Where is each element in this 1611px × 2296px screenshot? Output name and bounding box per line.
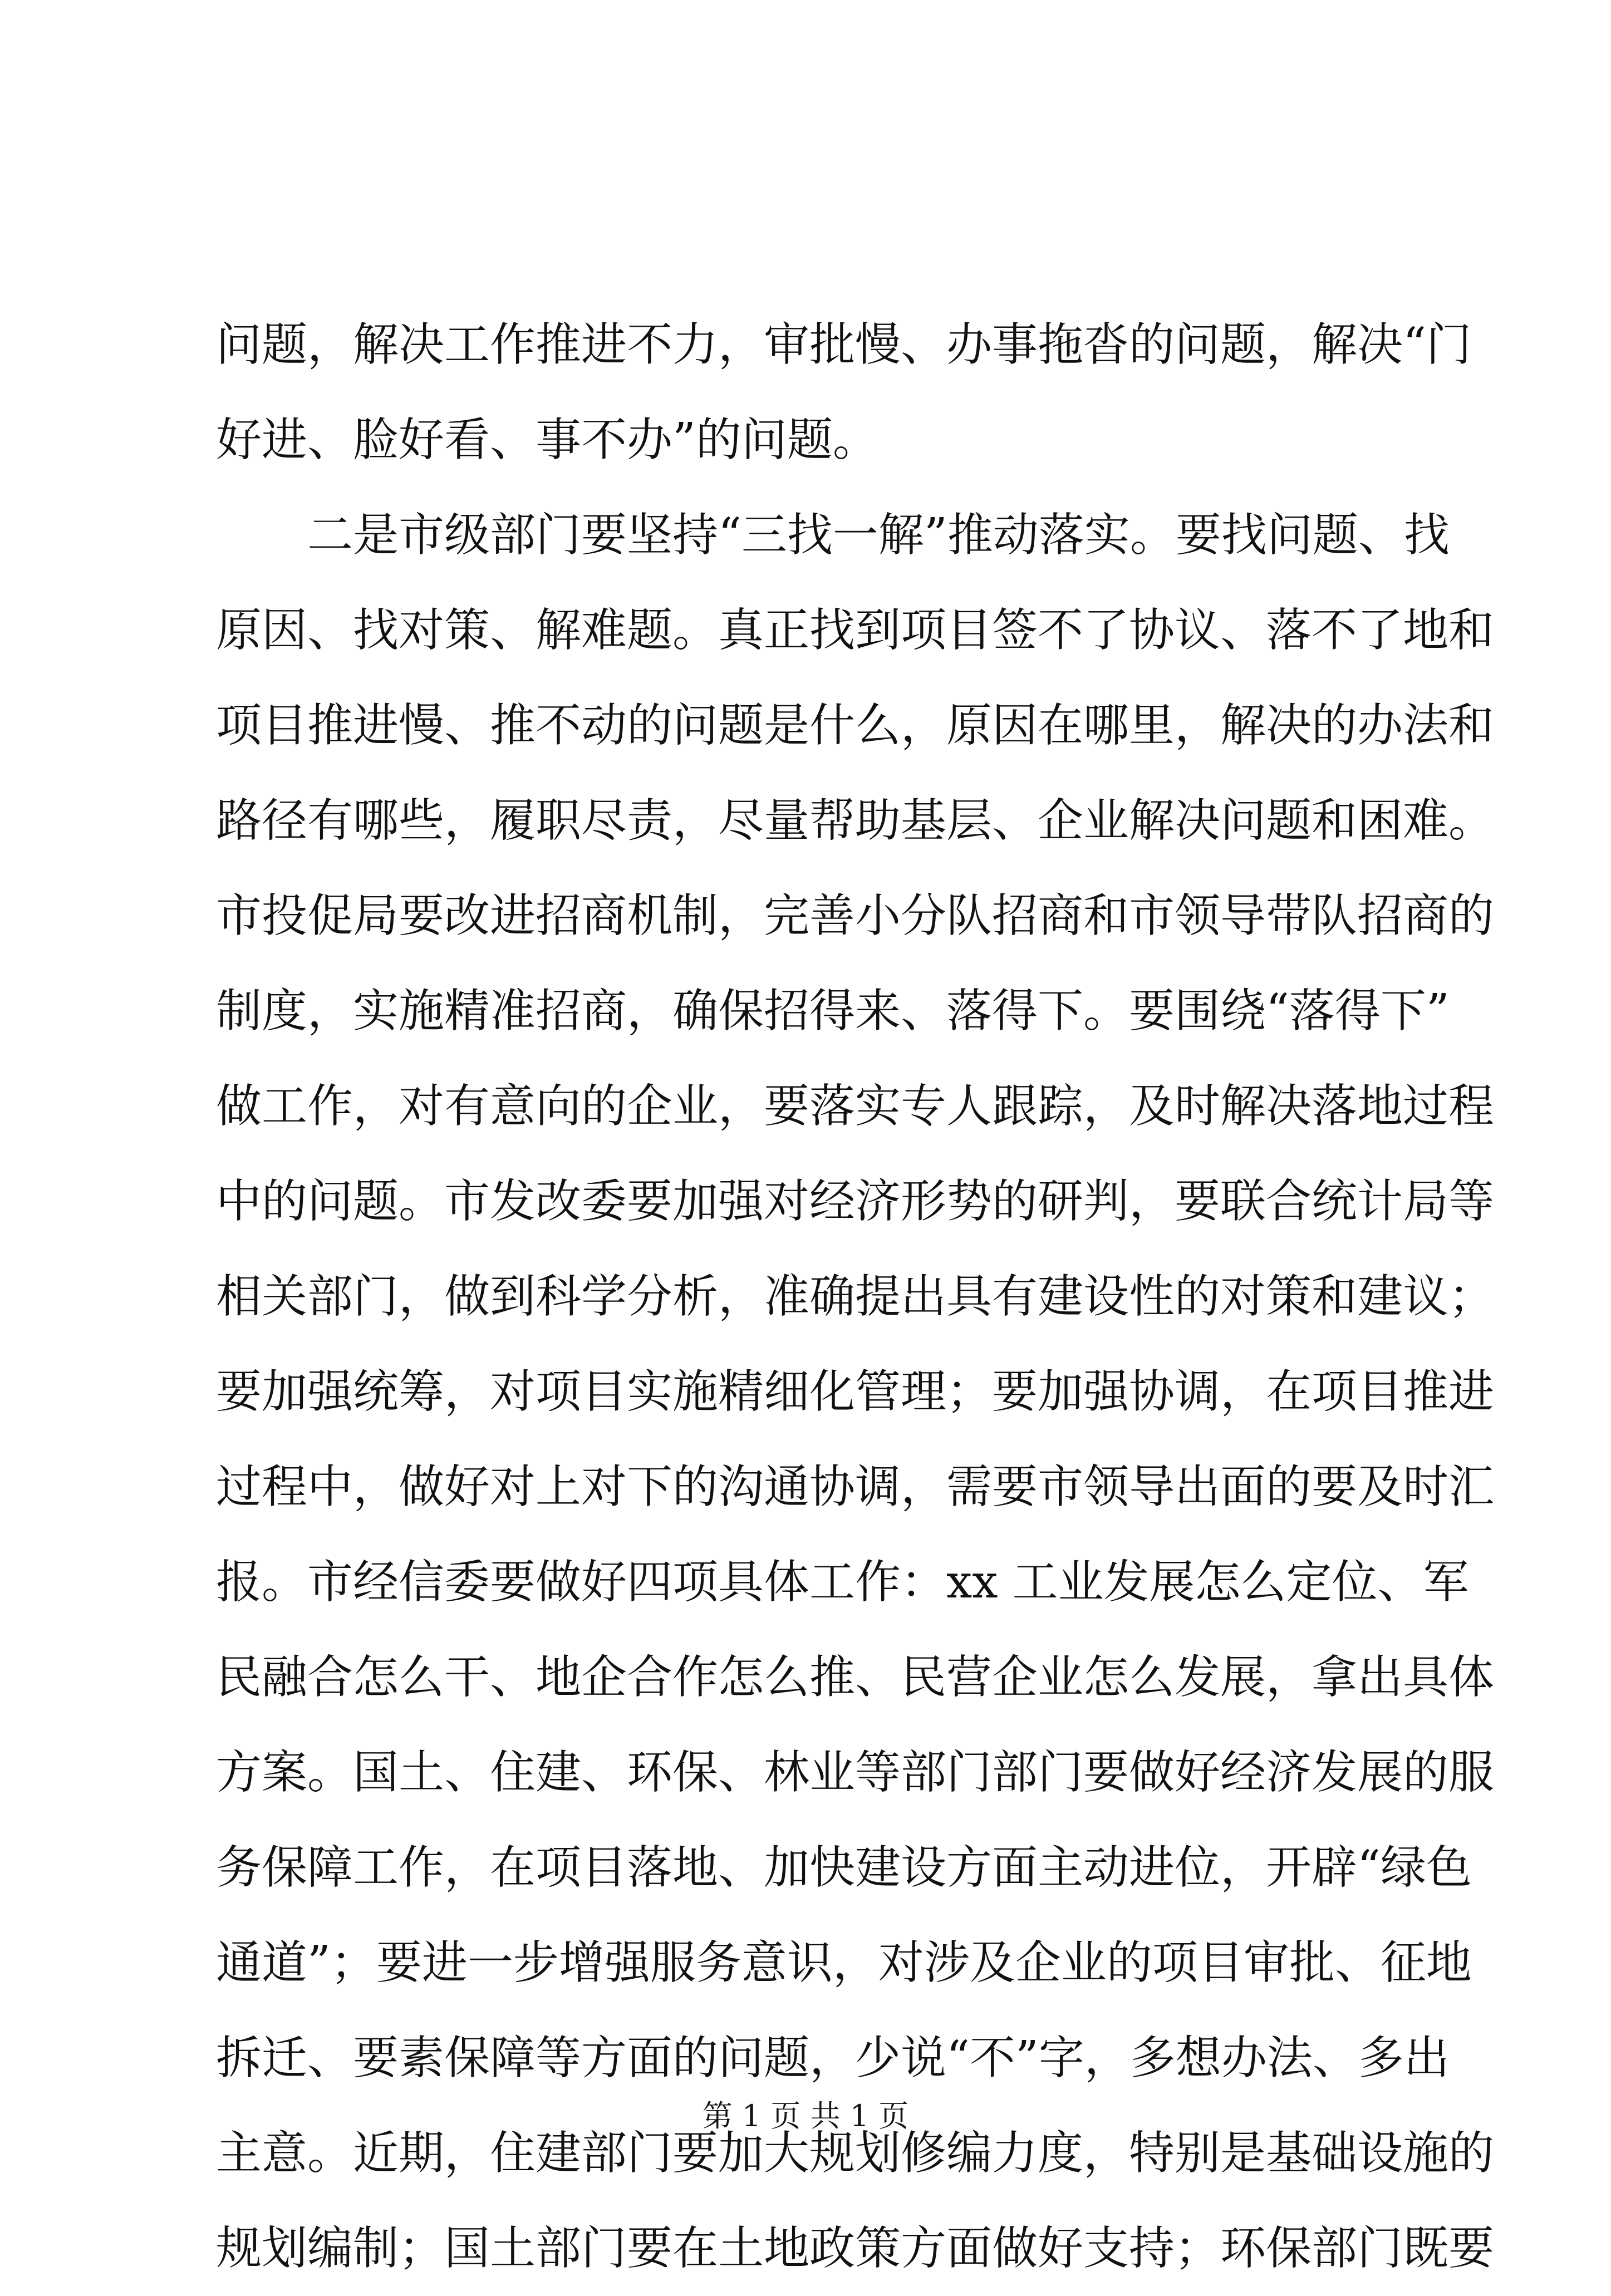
text-line-11: 相关部门，做到科学分析，准确提出具有建设性的对策和建议； (216, 1270, 1495, 1323)
page-footer (0, 2094, 1611, 2138)
text-line-6: 路径有哪些，履职尽责，尽量帮助基层、企业解决问题和困难。 (216, 794, 1495, 847)
text-line-20: 主意。近期，住建部门要加大规划修编力度，特别是基础设施的 (216, 2127, 1495, 2180)
text-line-8: 制度，实施精准招商，确保招得来、落得下。要围绕“落得下” (216, 985, 1450, 1038)
text-line-13: 过程中，做好对上对下的沟通协调，需要市领导出面的要及时汇 (216, 1461, 1495, 1513)
page-number-label: 第 1 页 共 1 页 (702, 2098, 909, 2133)
text-line-5: 项目推进慢、推不动的问题是什么，原因在哪里，解决的办法和 (216, 699, 1495, 752)
text-line-18: 通道”；要进一步增强服务意识，对涉及企业的项目审批、征地 (216, 1936, 1472, 1989)
text-line-10: 中的问题。市发改委要加强对经济形势的研判，要联合统计局等 (216, 1175, 1495, 1228)
text-line-19: 拆迁、要素保障等方面的问题，少说“不”字，多想办法、多出 (216, 2032, 1450, 2084)
text-line-17: 务保障工作，在项目落地、加快建设方面主动进位，开辟“绿色 (216, 1841, 1472, 1894)
text-line-4: 原因、找对策、解难题。真正找到项目签不了协议、落不了地和 (216, 604, 1495, 657)
text-line-21: 规划编制；国土部门要在土地政策方面做好支持；环保部门既要 (216, 2222, 1495, 2275)
text-line-16: 方案。国土、住建、环保、林业等部门部门要做好经济发展的服 (216, 1746, 1495, 1799)
text-line-7: 市投促局要改进招商机制，完善小分队招商和市领导带队招商的 (216, 889, 1495, 942)
text-line-12: 要加强统筹，对项目实施精细化管理；要加强协调，在项目推进 (216, 1365, 1495, 1418)
text-line-1: 问题，解决工作推进不力，审批慢、办事拖沓的问题，解决“门 (216, 318, 1472, 371)
text-line-3: 二是市级部门要坚持“三找一解”推动落实。要找问题、找 (216, 509, 1450, 562)
text-line-2: 好进、脸好看、事不办”的问题。 (216, 414, 878, 466)
body-text (216, 297, 1495, 2296)
text-line-9: 做工作，对有意向的企业，要落实专人跟踪，及时解决落地过程 (216, 1080, 1495, 1133)
text-line-14: 报。市经信委要做好四项具体工作：xx 工业发展怎么定位、军 (216, 1556, 1469, 1609)
text-line-15: 民融合怎么干、地企合作怎么推、民营企业怎么发展，拿出具体 (216, 1651, 1495, 1704)
